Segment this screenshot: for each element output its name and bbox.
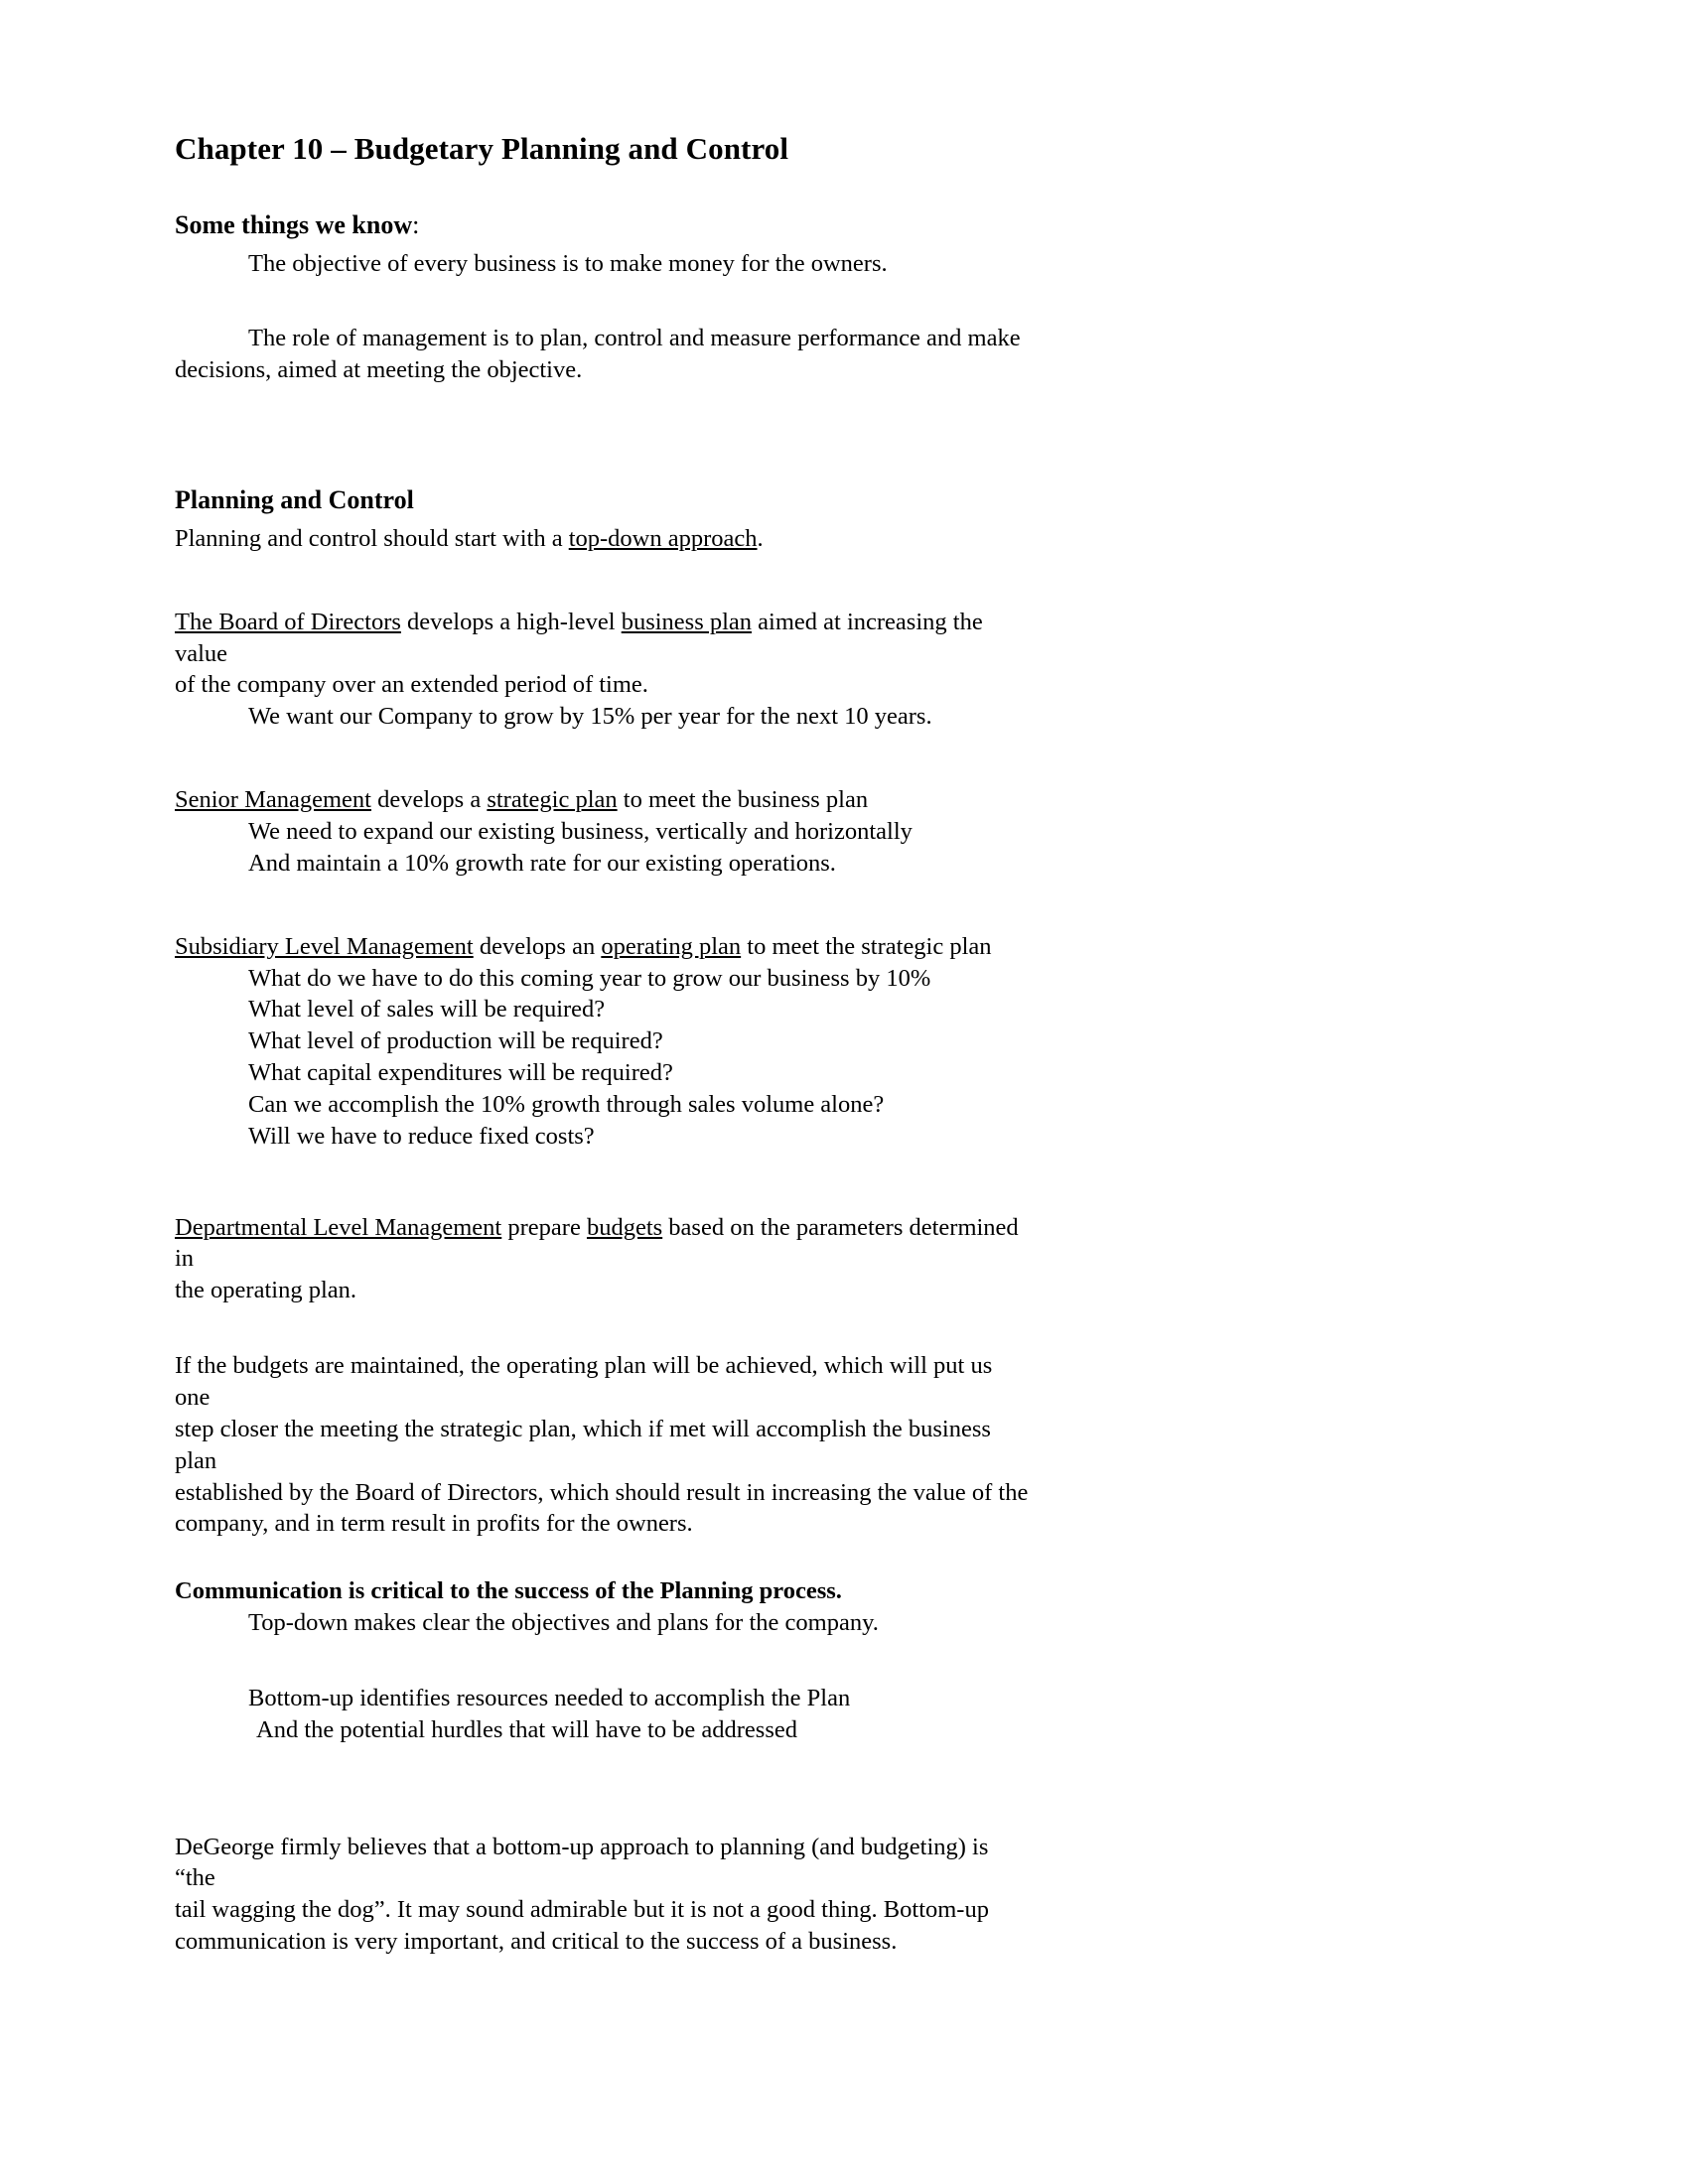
paragraph-line (175, 607, 1029, 670)
sub-item-bottom-up-hurdles: And the potential hurdles that will have to be addressed (256, 1715, 797, 1743)
text-fragment: develops a high-level (400, 608, 622, 635)
paragraph-line: step closer the meeting the strategic plan, which if met will accomplish the business plan (175, 1415, 991, 1474)
underlined-term-board-of-directors: The Board of Directors (175, 608, 401, 635)
paragraph-line: If the budgets are maintained, the operating plan will be achieved, which will put us one (175, 1352, 993, 1411)
paragraph-line: communication is very important, and critical to the success of a business. (175, 1928, 898, 1956)
list-item: What capital expenditures will be required? (248, 1059, 673, 1087)
paragraph-degeorge-closing (175, 1832, 1029, 1958)
spacer (175, 167, 1029, 210)
intro-text-prefix: Planning and control should start with a (175, 524, 569, 552)
underlined-term-budgets: budgets (586, 1213, 663, 1241)
spacer (175, 240, 1029, 248)
statement-communication-critical: Communication is critical to the success of the Planning process. (175, 1577, 842, 1605)
sub-item-bottom-up-resources: Bottom-up identifies resources needed to accomplish the Plan (248, 1684, 851, 1711)
paragraph-departmental-level-management (175, 1212, 1029, 1307)
spacer (175, 1746, 1029, 1832)
paragraph-line: The role of management is to plan, control and measure performance and make (248, 325, 1021, 352)
list-item: What do we have to do this coming year to grow our business by 10% (248, 964, 931, 992)
list-item: Will we have to reduce fixed costs? (248, 1122, 595, 1150)
list-item: What level of sales will be required? (248, 996, 606, 1024)
spacer (175, 733, 1029, 784)
paragraph-line (175, 931, 1029, 963)
spacer (175, 880, 1029, 931)
sub-item-top-down: Top-down makes clear the objectives and plans for the company. (248, 1609, 879, 1637)
underlined-term-subsidiary-level-management: Subsidiary Level Management (175, 932, 474, 960)
spacer (175, 1540, 1029, 1575)
paragraph-budget-summary (175, 1350, 1029, 1540)
paragraph-line: of the company over an extended period of time. (175, 671, 648, 699)
text-fragment: develops an (473, 932, 602, 960)
spacer (175, 1639, 1029, 1683)
sub-item-expand-business: We need to expand our existing business, vertically and horizontally (248, 818, 913, 846)
paragraph-line: tail wagging the dog”. It may sound admirable but it is not a good thing. Bottom-up (175, 1896, 989, 1924)
text-fragment: develops a (371, 786, 488, 814)
paragraph-subsidiary-level-management (175, 931, 1029, 963)
underlined-term-strategic-plan: strategic plan (487, 786, 618, 814)
section-heading-planning-and-control: Planning and Control (175, 485, 414, 515)
paragraph-line (175, 1212, 1029, 1276)
paragraph-line: the operating plan. (175, 1277, 357, 1304)
underlined-term-business-plan: business plan (621, 608, 753, 635)
document-body (175, 131, 1029, 1958)
spacer (175, 555, 1029, 607)
text-fragment: prepare (501, 1213, 587, 1241)
text-fragment: based on the parameters determined in (175, 1213, 1019, 1273)
underlined-term-operating-plan: operating plan (601, 932, 742, 960)
section-heading-some-things-we-know (175, 210, 1029, 240)
underlined-term-departmental-level-management: Departmental Level Management (175, 1213, 502, 1241)
spacer (175, 279, 1029, 323)
subsidiary-question-list (175, 963, 1029, 1153)
section-heading-colon: : (412, 209, 420, 239)
list-item: Can we accomplish the 10% growth through sales volume alone? (248, 1090, 885, 1118)
page-title: Chapter 10 – Budgetary Planning and Control (175, 131, 789, 166)
text-fragment: aimed at increasing the value (175, 608, 983, 667)
sub-item-growth-rate: And maintain a 10% growth rate for our existing operations. (248, 849, 836, 877)
paragraph-senior-management (175, 784, 1029, 816)
paragraph-top-down-intro (175, 523, 1029, 555)
paragraph-line (175, 784, 1029, 816)
spacer (175, 515, 1029, 523)
paragraph-line: decisions, aimed at meeting the objective. (175, 356, 583, 384)
text-fragment: to meet the business plan (617, 786, 869, 814)
spacer (175, 1306, 1029, 1350)
underlined-term-senior-management: Senior Management (175, 786, 371, 814)
spacer (175, 1153, 1029, 1212)
paragraph-objective: The objective of every business is to make money for the owners. (248, 249, 888, 277)
paragraph-board-of-directors (175, 607, 1029, 702)
intro-text-suffix: . (757, 524, 764, 552)
paragraph-line: DeGeorge firmly believes that a bottom-up approach to planning (and budgeting) is “the (175, 1833, 989, 1892)
spacer (175, 386, 1029, 485)
text-fragment: to meet the strategic plan (741, 932, 992, 960)
section-heading-text: Some things we know (175, 209, 413, 239)
list-item: What level of production will be required? (248, 1027, 663, 1055)
paragraph-role-of-management (175, 323, 1029, 386)
sub-item-company-growth: We want our Company to grow by 15% per year for the next 10 years. (248, 703, 932, 731)
paragraph-line: company, and in term result in profits for the owners. (175, 1510, 693, 1538)
underlined-term-top-down-approach: top-down approach (568, 524, 758, 552)
paragraph-line: established by the Board of Directors, which should result in increasing the value of the (175, 1478, 1029, 1506)
